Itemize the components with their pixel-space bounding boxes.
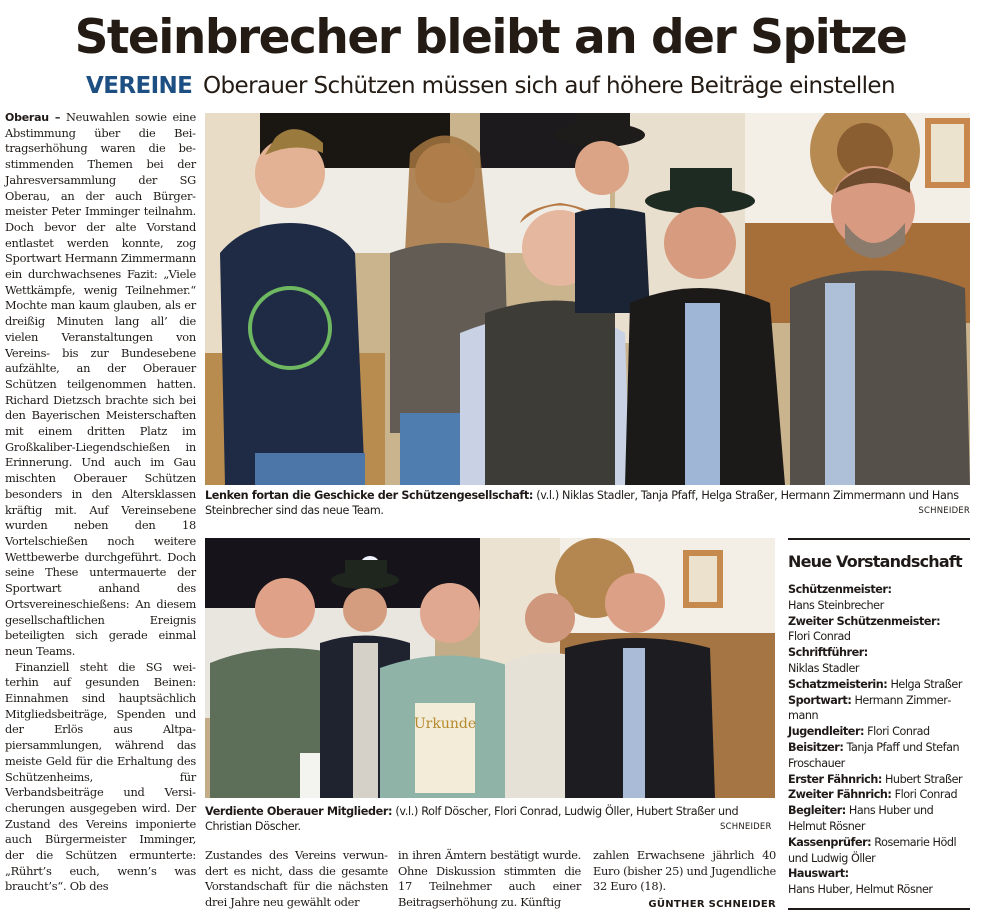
- role-label: Schatzmeisterin:: [788, 677, 888, 691]
- caption-lead: Verdiente Oberauer Mitglieder:: [205, 805, 393, 818]
- photo-new-board: [205, 113, 970, 485]
- infobox-title: Neue Vorstandschaft: [788, 552, 962, 571]
- article-bottom-column-3: zahlen Erwachsene jährlich 40 Euro (bisher 25) und Jugendliche 32 Euro (18).: [593, 848, 776, 894]
- role-label: Schriftführer:: [788, 646, 868, 660]
- role-label: Beisitzer:: [788, 740, 844, 754]
- headline: Steinbrecher bleibt an der Spitze: [74, 10, 907, 65]
- role-label: Erster Fähnrich:: [788, 772, 882, 786]
- photo-honoured-members: [205, 538, 775, 798]
- divider: [788, 908, 970, 910]
- role-label: Kassenprüfer:: [788, 835, 872, 849]
- role-label: Jugendleiter:: [788, 725, 865, 739]
- divider: [788, 538, 970, 540]
- article-paragraph-1-text: Neuwahlen sowie eine Abstimmung über die Beitragserhöhung waren die bestimmenden Themen bei der Jahresversammlung der SG Oberau, an der auch Bürgermeister Peter Imminger teilnahm. Doch bevor der alte Vorstand entlastet werden konnte, zog Sportwart Hermann Zimmermann ein durchwachsenes Fazit: „Viele Wettkämpfe, wenig Teilnehmer.“ Mochte man kaum glauben, als er dreißig Minuten lang all’ die vielen Veranstaltungen von Vereins- bis zur Bundesebene aufzählte, an der Oberauer Schützen teilgenommen hatten. Richard Dietzsch brachte sich bei den Bayerischen Meisterschaften mit einem dritten Platz im Großkaliber-Liegendschießen in Erinnerung. Und auch im Gau mischten Oberauer Schützen besonders in den Altersklassen kräftig mit. Auf Vereinsebene wurden neben den 18 Vortelschießen noch weitere Wettbewerbe durchgeführt. Doch seine These untermauerte der Sportwart anhand des Ortsvereineschießens: An diesem gesellschaftlichen Ereignis beteiligten sich gerade einmal neun Teams.: [5, 110, 197, 658]
- member-name: Hubert Straßer: [884, 772, 963, 786]
- infobox-entry: [788, 693, 970, 725]
- member-name: Hermann Zimmermann: [788, 693, 952, 723]
- certificate-title: Urkunde: [413, 716, 477, 732]
- infobox-entry: [788, 835, 970, 867]
- article-bottom-column-2: in ihren Ämtern bestätigt wurde. Ohne Diskussion stimmten die 17 Teilnehmer auch einer Beitragserhöhung zu. Künftig: [398, 848, 581, 910]
- photo-new-board-caption: [205, 488, 970, 518]
- photo-honoured-members-caption: [205, 804, 775, 834]
- section-kicker: VEREINE: [86, 73, 193, 99]
- infobox-entry: [788, 803, 970, 835]
- article-bottom-column-1: Zustandes des Vereins verwundert es nicht, dass die gesamte Vorstandschaft für die nächsten drei Jahre neu gewählt oder: [205, 848, 388, 910]
- role-label: Zweiter Fähnrich:: [788, 788, 892, 802]
- role-label: Schützenmeister:: [788, 583, 892, 596]
- infobox-entry: [788, 772, 970, 788]
- infobox-entry: [788, 677, 970, 693]
- infobox-entry: [788, 645, 970, 677]
- dateline: Oberau –: [5, 111, 61, 124]
- member-name: Flori Conrad: [894, 788, 958, 802]
- infobox-entry: [788, 614, 970, 646]
- photo-credit: SCHNEIDER: [918, 506, 970, 516]
- photo-new-board-image: [205, 113, 970, 485]
- infobox-entry: [788, 787, 970, 803]
- member-name: Hans Huber, Helmut Rösner: [788, 883, 933, 897]
- subheadline: [0, 70, 981, 102]
- caption-lead: Lenken fortan die Geschicke der Schützengesellschaft:: [205, 489, 534, 502]
- infobox-entry: [788, 582, 970, 614]
- caption-text: (v.l.) Niklas Stadler, Tanja Pfaff, Helga Straßer, Hermann Zimmermann und Hans Steinbrecher sind das neue Team.: [205, 489, 959, 517]
- article-paragraph-1: [5, 110, 196, 660]
- infobox-entry: [788, 724, 970, 740]
- member-name: Helga Straßer: [890, 677, 962, 691]
- author-byline: GÜNTHER SCHNEIDER: [648, 899, 776, 910]
- member-name: Niklas Stadler: [788, 661, 860, 675]
- subheadline-text: Oberauer Schützen müssen sich auf höhere Beiträge einstellen: [203, 73, 895, 99]
- role-label: Hauswart:: [788, 867, 849, 881]
- infobox-board: [788, 538, 970, 910]
- member-name: Hans Steinbrecher: [788, 598, 884, 612]
- role-label: Zweiter Schützenmeister:: [788, 614, 941, 628]
- member-name: Flori Conrad: [867, 725, 930, 739]
- infobox-entry: [788, 866, 970, 898]
- photo-credit: SCHNEIDER: [720, 822, 772, 832]
- infobox-entry: [788, 740, 970, 772]
- article-column-left: [5, 110, 196, 895]
- photo-honoured-members-image: [205, 538, 775, 798]
- member-name: Flori Conrad: [788, 630, 851, 644]
- article-paragraph-2: Finanziell steht die SG weiterhin auf gesunden Beinen: Einnahmen sind hauptsächlich Mitgliedsbeiträge, Spenden und der Erlös aus Altpapiersammlungen, während das meiste Geld für die Erhaltung des Schützenheims, für Verbandsbeiträge und Versicherungen ausgegeben wird. Der Zustand des Vereins imponierte auch Bürgermeister Imminger, der die Schützen ermunterte: „Rührt’s euch, wenn’s was braucht’s“. Ob des: [5, 659, 196, 894]
- role-label: Sportwart:: [788, 693, 852, 707]
- member-name: Rosemarie Hödl und Ludwig Öller: [788, 835, 957, 865]
- infobox-entries: [788, 582, 970, 898]
- caption-text: (v.l.) Rolf Döscher, Flori Conrad, Ludwig Öller, Hubert Straßer und Christian Döscher.: [205, 805, 739, 833]
- member-name: Tanja Pfaff und Stefan Froschauer: [788, 740, 960, 770]
- member-name: Hans Huber und Helmut Rösner: [788, 804, 934, 833]
- role-label: Begleiter:: [788, 804, 846, 818]
